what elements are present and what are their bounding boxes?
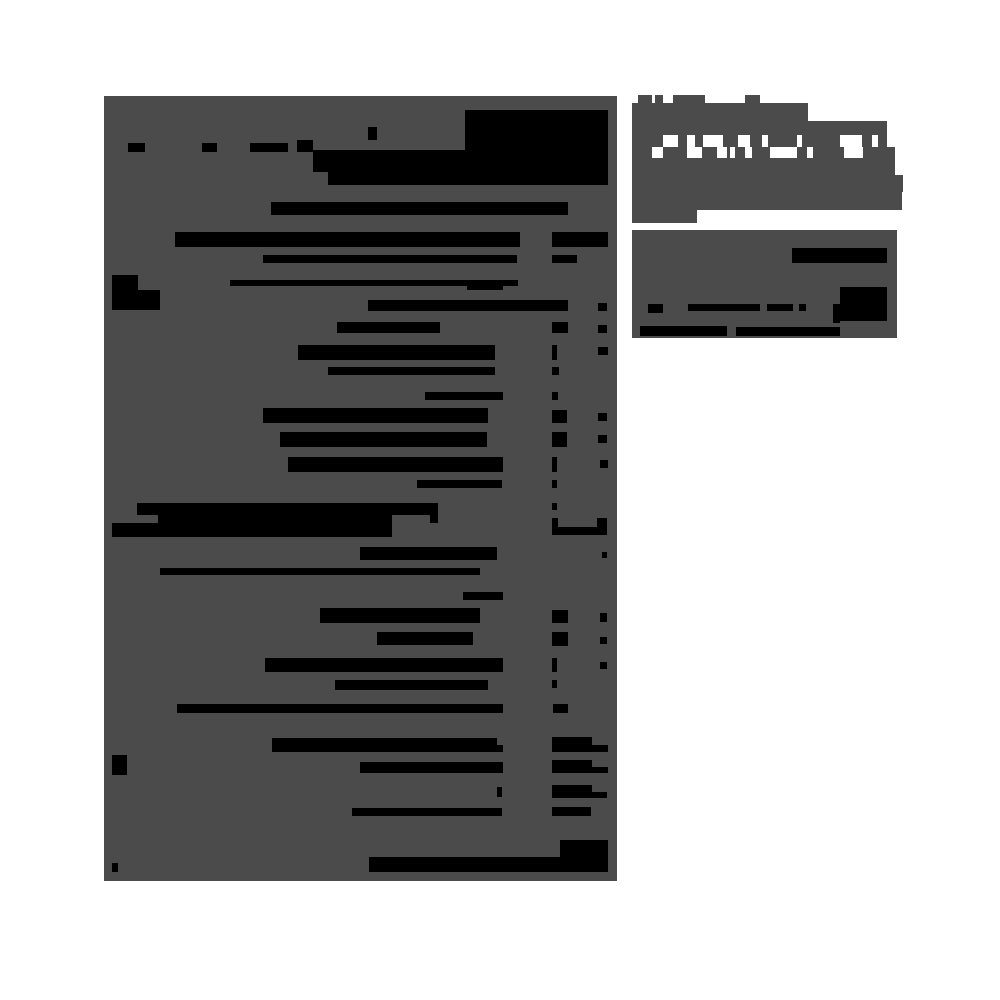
sidebar-paragraph-line	[632, 192, 902, 210]
redacted-line	[175, 232, 520, 247]
word-gap	[745, 147, 752, 158]
word-gap	[738, 135, 750, 147]
cents-box	[592, 792, 607, 798]
amount-box	[552, 392, 558, 400]
cents-box	[598, 347, 608, 355]
redacted-line	[263, 408, 488, 423]
word-gap	[840, 135, 862, 147]
form-header-block	[313, 150, 465, 172]
word-gap	[687, 135, 695, 147]
amount-box	[552, 322, 568, 333]
redacted-line	[497, 787, 502, 797]
sidebar-heading-ascender	[655, 95, 663, 103]
sidebar-paragraph-line	[632, 121, 887, 135]
amount-box	[552, 658, 557, 672]
redacted-line	[463, 592, 503, 600]
amount-box	[552, 503, 557, 510]
form-header-word	[202, 143, 217, 152]
word-gap	[652, 147, 663, 158]
sidebar-paragraph-line	[632, 175, 903, 192]
note-box-checkbox	[840, 287, 887, 321]
amount-box	[552, 610, 568, 623]
form-header-block	[328, 172, 465, 185]
redacted-paragraph	[158, 513, 392, 523]
word-gap	[807, 147, 813, 158]
footer-block	[560, 840, 608, 872]
word-gap	[730, 147, 735, 158]
word-gap	[717, 147, 727, 158]
redacted-line	[271, 202, 568, 215]
form-header-word	[250, 143, 288, 152]
redacted-paragraph	[112, 523, 392, 537]
form-header-word	[128, 143, 145, 152]
word-gap	[762, 135, 768, 147]
word-gap	[687, 147, 702, 158]
word-gap	[872, 135, 878, 147]
word-gap	[797, 135, 802, 147]
redacted-line	[467, 280, 503, 290]
left-margin-mark	[112, 290, 160, 310]
amount-bracket	[597, 518, 607, 535]
amount-box	[552, 480, 557, 488]
sidebar-paragraph-line	[632, 210, 697, 223]
amount-box	[552, 255, 577, 263]
sidebar-heading-ascender	[745, 95, 760, 103]
footer-block	[369, 857, 560, 872]
sidebar-heading-text	[632, 103, 808, 121]
cents-box	[600, 662, 607, 669]
sidebar-heading-ascender	[638, 95, 652, 103]
sidebar-heading-ascender	[673, 95, 705, 103]
note-box-line	[792, 248, 887, 263]
word-gap	[770, 147, 797, 158]
redacted-line	[320, 608, 480, 623]
note-box	[632, 230, 897, 338]
redacted-line	[177, 704, 503, 713]
left-margin-mark	[112, 863, 118, 872]
sidebar-paragraph-line	[632, 158, 895, 175]
amount-box	[552, 632, 568, 646]
redacted-line	[288, 457, 503, 472]
amount-box	[552, 760, 592, 773]
cents-box	[598, 413, 607, 421]
redacted-paragraph	[430, 510, 438, 523]
redacted-line	[337, 322, 440, 333]
form-header-tick	[368, 127, 377, 140]
cents-box	[592, 745, 608, 752]
redacted-line	[272, 738, 497, 752]
redacted-line	[417, 480, 502, 488]
word-gap	[663, 135, 678, 147]
redacted-line	[360, 547, 497, 560]
redacted-line	[280, 432, 487, 447]
amount-box	[552, 345, 557, 360]
redacted-line	[495, 745, 503, 752]
amount-box	[552, 410, 567, 423]
redacted-line	[263, 255, 517, 263]
redacted-line	[425, 392, 503, 400]
amount-box	[553, 704, 568, 713]
redacted-line	[335, 680, 488, 690]
form-header-block	[465, 110, 608, 185]
note-box-line	[648, 304, 663, 313]
cents-box	[602, 552, 607, 558]
redacted-line	[352, 808, 502, 816]
cents-box	[600, 460, 608, 468]
left-margin-mark	[112, 275, 138, 290]
cents-box	[598, 303, 607, 311]
redacted-line	[298, 345, 495, 360]
note-box-line	[833, 304, 840, 323]
note-box-line	[688, 304, 760, 311]
amount-box	[552, 367, 559, 375]
redacted-line	[160, 568, 480, 575]
redacted-line	[377, 632, 473, 645]
word-gap	[844, 147, 863, 158]
cents-box	[600, 637, 607, 644]
note-box-line	[799, 304, 806, 311]
cents-box	[598, 325, 607, 333]
cents-box	[600, 613, 607, 622]
redacted-line	[360, 762, 503, 773]
form-header-word	[297, 140, 313, 152]
amount-box	[552, 232, 608, 247]
redacted-line	[328, 367, 495, 375]
word-gap	[703, 135, 723, 147]
amount-box	[552, 807, 591, 816]
left-margin-mark	[112, 755, 127, 775]
redacted-line	[368, 300, 568, 311]
amount-box	[552, 737, 592, 752]
amount-box	[552, 432, 567, 447]
cents-box	[598, 435, 607, 443]
note-box-line	[767, 304, 793, 311]
amount-box	[552, 785, 592, 798]
cents-box	[592, 767, 608, 773]
note-box-line	[640, 326, 727, 336]
amount-box	[552, 457, 557, 472]
note-box-line	[736, 327, 840, 336]
amount-box	[552, 680, 557, 688]
redacted-line	[265, 658, 503, 672]
